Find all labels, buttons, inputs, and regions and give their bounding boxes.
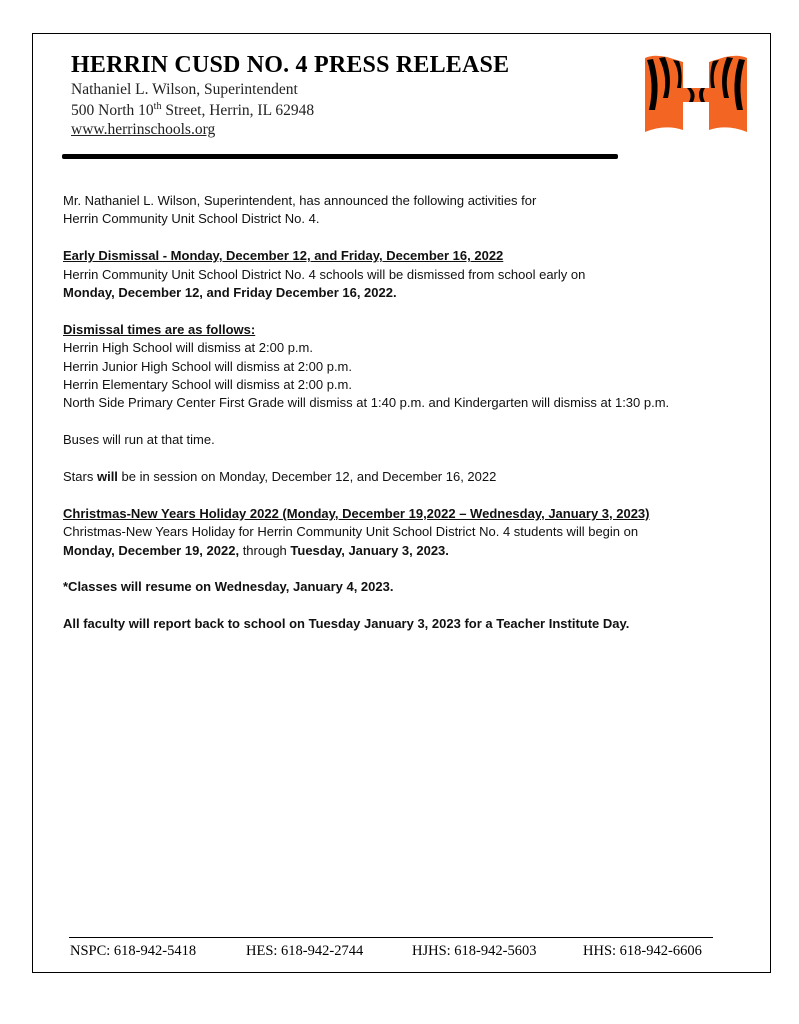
holiday-through: through: [239, 542, 291, 558]
early-dismissal-line-1: Herrin Community Unit School District No. 4 schools will be dismissed from school early on: [63, 266, 586, 282]
press-release-title: HERRIN CUSD NO. 4 PRESS RELEASE: [71, 52, 510, 78]
faculty-line: All faculty will report back to school on Tuesday January 3, 2023 for a Teacher Institute Day.: [63, 616, 630, 632]
buses-line: Buses will run at that time.: [63, 432, 215, 448]
footer-hjhs-phone: HJHS: 618-942-5603: [412, 943, 537, 959]
footer-nspc-phone: NSPC: 618-942-5418: [70, 943, 197, 959]
stars-before: Stars: [63, 469, 97, 485]
address-sup: th: [153, 101, 162, 112]
holiday-heading: Christmas-New Years Holiday 2022 (Monday, December 19,2022 – Wednesday, January 3, 2023): [63, 505, 650, 521]
intro-line-2: Herrin Community Unit School District No. 4.: [63, 211, 320, 227]
stars-after: be in session on Monday, December 12, and December 16, 2022: [117, 469, 497, 485]
address-suffix: Street, Herrin, IL 62948: [161, 102, 315, 120]
address-prefix: 500 North 10: [71, 102, 154, 120]
stars-bold: will: [96, 469, 118, 485]
herrin-h-tiger-logo: [643, 54, 749, 136]
intro-line-1: Mr. Nathaniel L. Wilson, Superintendent, has announced the following activities for: [63, 193, 537, 208]
holiday-line-2: [63, 542, 753, 560]
stars-line: [63, 468, 753, 486]
footer-hhs-phone: HHS: 618-942-6606: [583, 943, 702, 959]
holiday-start-date: Monday, December 19, 2022,: [63, 542, 240, 558]
footer-hes-phone: HES: 618-942-2744: [246, 943, 364, 959]
classes-resume-line: *Classes will resume on Wednesday, January 4, 2023.: [63, 579, 394, 595]
dismissal-times-heading: Dismissal times are as follows:: [63, 321, 256, 337]
website-link[interactable]: www.herrinschools.org: [71, 121, 216, 138]
address-line: [71, 101, 314, 120]
holiday-line-1: Christmas-New Years Holiday for Herrin Community Unit School District No. 4 students will begin on: [63, 524, 639, 540]
early-dismissal-dates: Monday, December 12, and Friday December 16, 2022.: [63, 285, 397, 301]
early-dismissal-heading: Early Dismissal - Monday, December 12, and Friday, December 16, 2022: [63, 248, 504, 264]
dismissal-item: Herrin Junior High School will dismiss at 2:00 p.m.: [63, 358, 352, 374]
header-rule: [62, 154, 618, 159]
footer-rule: [69, 937, 713, 938]
dismissal-item: Herrin Elementary School will dismiss at 2:00 p.m.: [63, 377, 352, 393]
logo-crossbar: [681, 88, 711, 102]
holiday-end-date: Tuesday, January 3, 2023.: [290, 542, 449, 558]
dismissal-item: Herrin High School will dismiss at 2:00 p.m.: [63, 340, 313, 356]
dismissal-item: North Side Primary Center First Grade will dismiss at 1:40 p.m. and Kindergarten will dismiss at 1:30 p.m.: [63, 395, 670, 411]
superintendent-line: Nathaniel L. Wilson, Superintendent: [71, 81, 298, 98]
press-release-body: [63, 192, 753, 634]
